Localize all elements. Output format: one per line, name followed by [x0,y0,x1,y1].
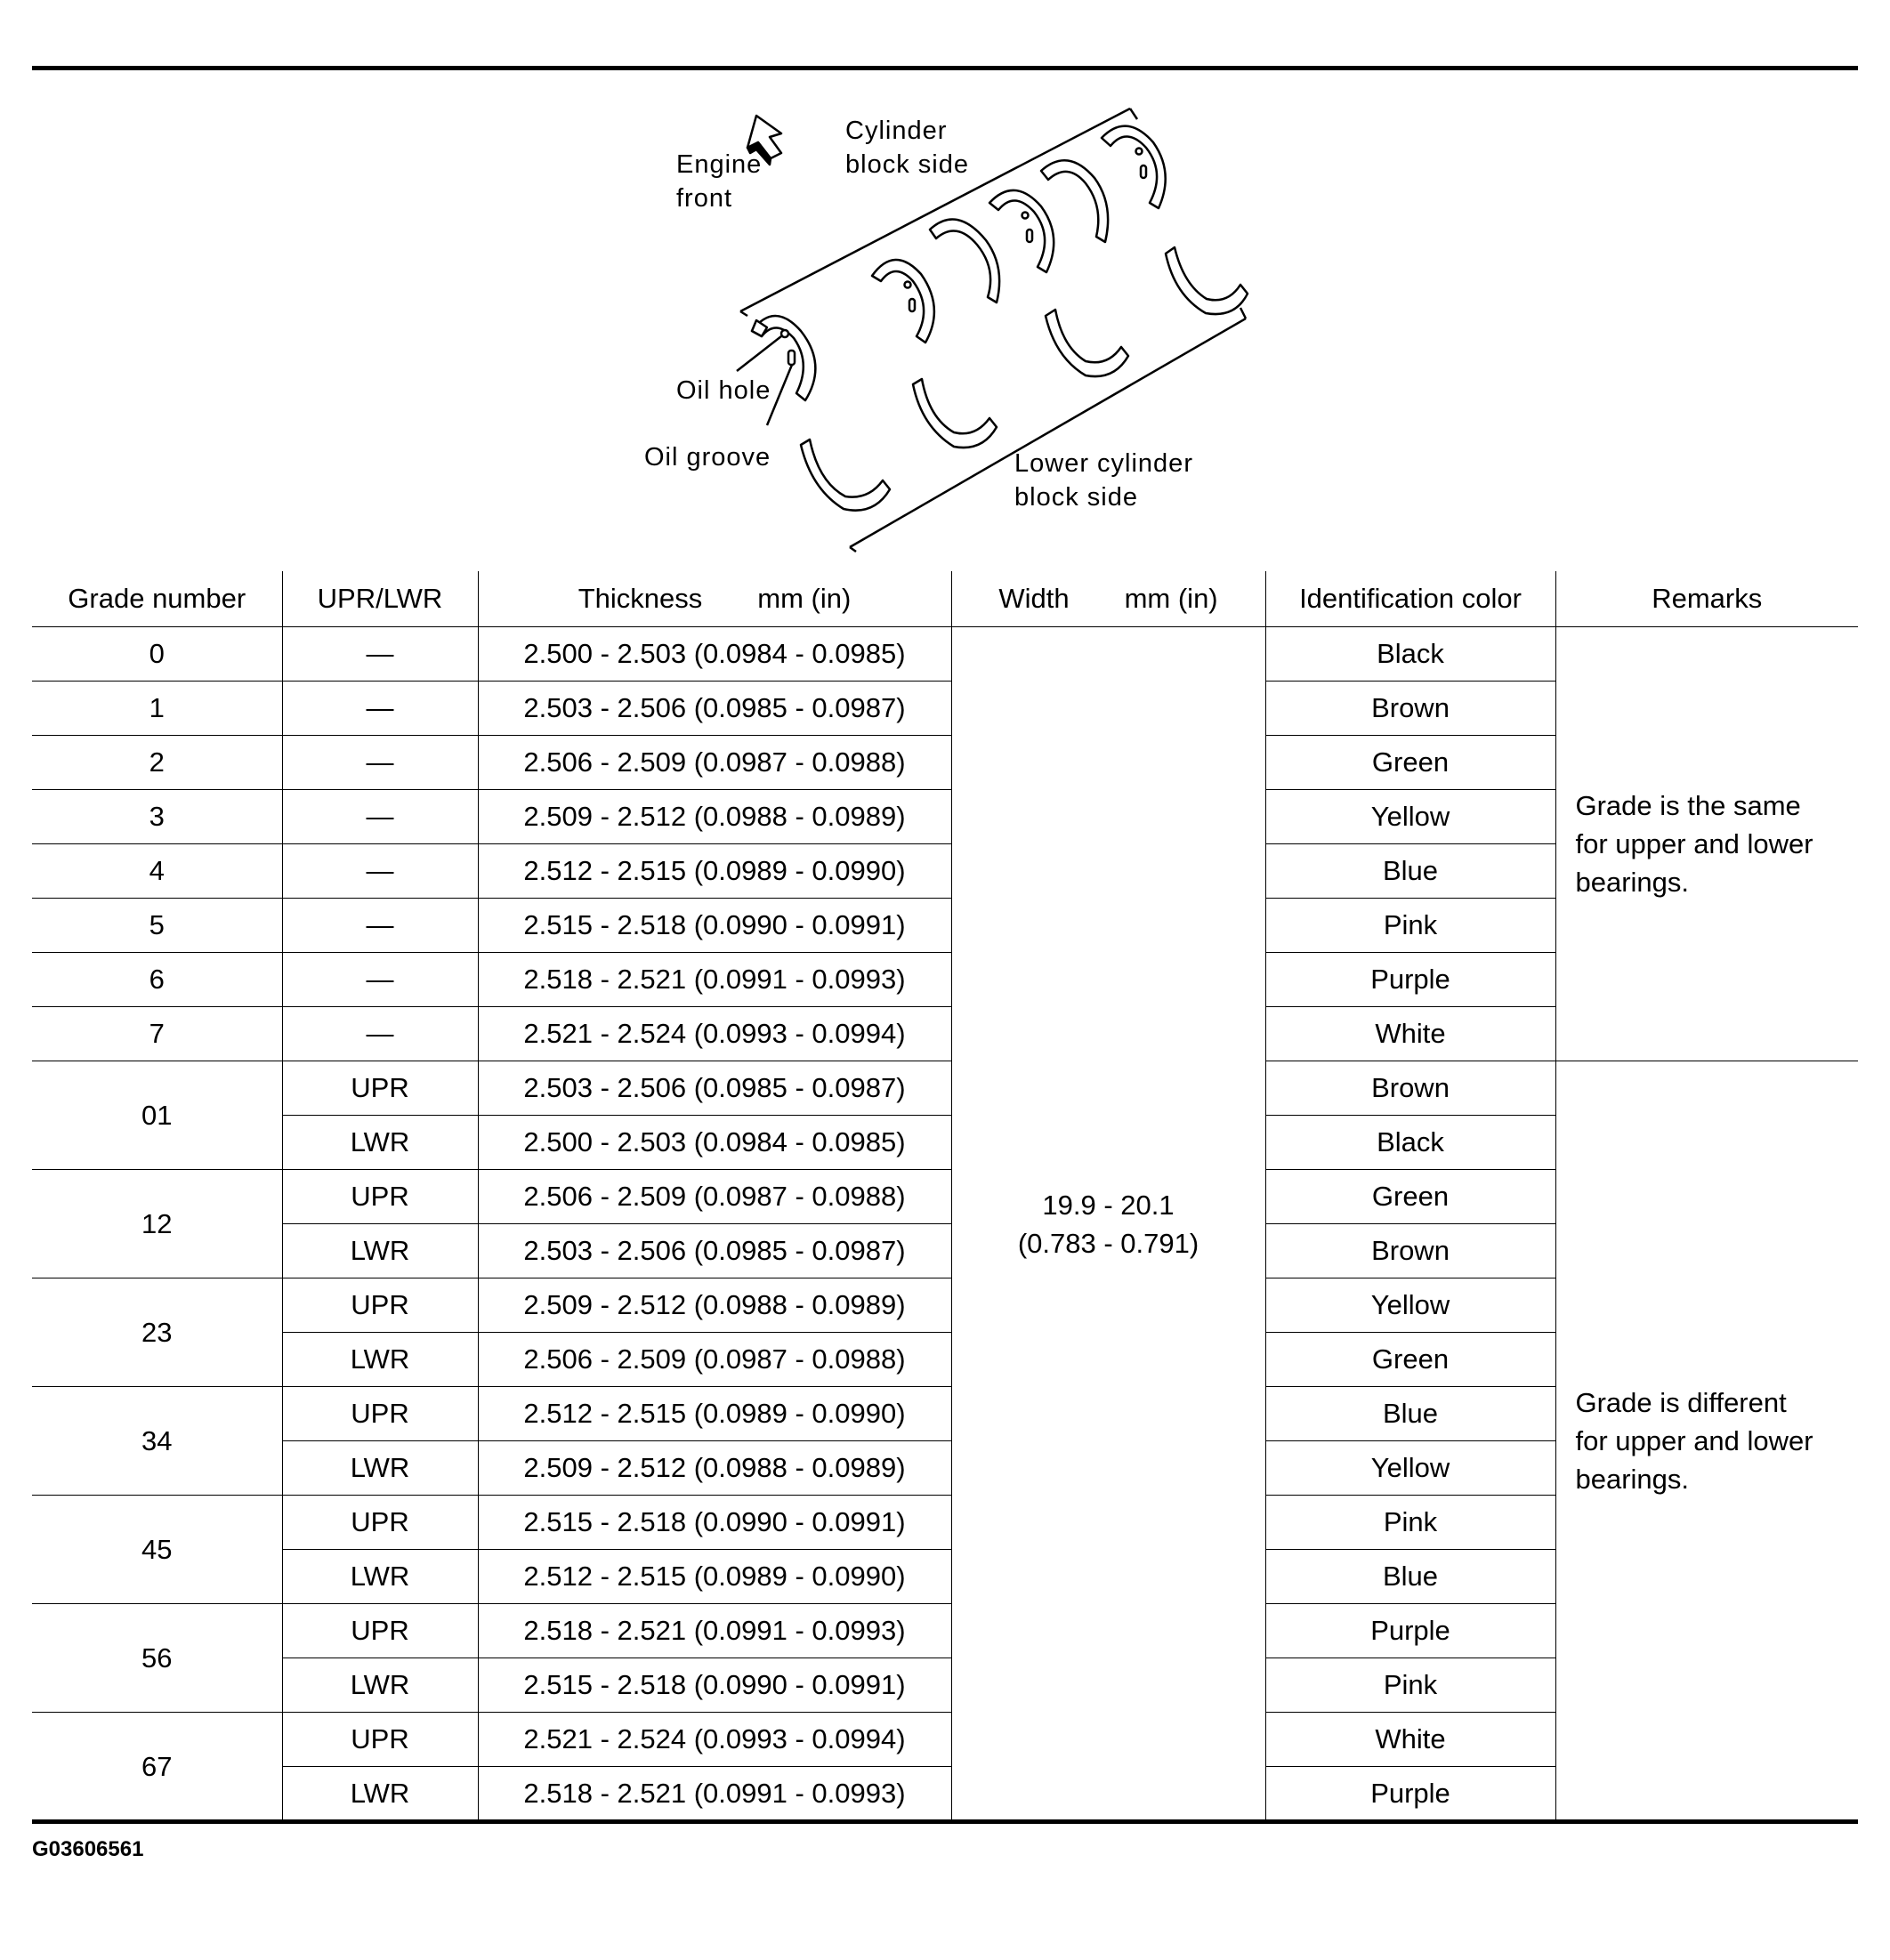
identification-color-cell: Green [1265,736,1555,790]
upr-lwr-cell: LWR [282,1224,478,1278]
bearing-diagram [623,98,1281,561]
grade-number-cell: 23 [32,1278,282,1387]
grade-number-cell: 3 [32,790,282,844]
identification-color-cell: Blue [1265,1550,1555,1604]
engine-front-label: Engine front [676,150,763,213]
table-row [32,627,1858,682]
cylinder-block-side-label: Cylinder block side [845,117,969,179]
upr-lwr-cell: UPR [282,1604,478,1658]
lower-cylinder-block-side-label: Lower cylinder block side [1014,449,1193,512]
width-cell [951,627,1265,1821]
identification-color-cell: Blue [1265,1387,1555,1441]
upper-bearing-shell-4 [989,190,1054,272]
identification-color-cell: Green [1265,1170,1555,1224]
upr-lwr-cell: LWR [282,1550,478,1604]
oil-groove-label: Oil groove [644,443,771,472]
thickness-cell: 2.521 - 2.524 (0.0993 - 0.0994) [478,1713,951,1767]
identification-color-cell: Pink [1265,1496,1555,1550]
thickness-cell: 2.500 - 2.503 (0.0984 - 0.0985) [478,1116,951,1170]
thickness-cell: 2.515 - 2.518 (0.0990 - 0.0991) [478,1496,951,1550]
grade-number-cell: 56 [32,1604,282,1713]
header-grade-number: Grade number [32,571,282,627]
text-line: Grade is the same [1575,790,1801,821]
identification-color-cell: Yellow [1265,790,1555,844]
upr-lwr-cell: — [282,899,478,953]
thickness-cell: 2.512 - 2.515 (0.0989 - 0.0990) [478,1550,951,1604]
thickness-cell: 2.503 - 2.506 (0.0985 - 0.0987) [478,1061,951,1116]
upr-lwr-cell: UPR [282,1713,478,1767]
header-row [32,571,1858,627]
identification-color-cell: Green [1265,1333,1555,1387]
thickness-cell: 2.506 - 2.509 (0.0987 - 0.0988) [478,736,951,790]
identification-color-cell: Pink [1265,899,1555,953]
header-width: Width mm (in) [951,571,1265,627]
grade-number-cell: 4 [32,844,282,899]
upr-lwr-cell: — [282,627,478,682]
lower-bearing-shell-4 [1166,247,1248,314]
upr-lwr-cell: LWR [282,1333,478,1387]
thickness-cell: 2.515 - 2.518 (0.0990 - 0.0991) [478,1658,951,1713]
thickness-cell: 2.512 - 2.515 (0.0989 - 0.0990) [478,1387,951,1441]
grade-number-cell: 01 [32,1061,282,1170]
oil-hole-label: Oil hole [676,376,771,405]
table-row [32,1061,1858,1116]
thickness-cell: 2.503 - 2.506 (0.0985 - 0.0987) [478,1224,951,1278]
upper-bearing-shell-2 [872,260,934,343]
grade-number-cell: 2 [32,736,282,790]
upr-lwr-cell: — [282,682,478,736]
identification-color-cell: Purple [1265,1767,1555,1821]
identification-color-cell: Brown [1265,1224,1555,1278]
thickness-cell: 2.521 - 2.524 (0.0993 - 0.0994) [478,1007,951,1061]
upr-lwr-cell: UPR [282,1170,478,1224]
upr-lwr-cell: UPR [282,1496,478,1550]
upr-lwr-cell: — [282,844,478,899]
oil-groove-icon [788,351,795,365]
thickness-cell: 2.506 - 2.509 (0.0987 - 0.0988) [478,1333,951,1387]
remarks-different-cell [1555,1061,1858,1821]
upr-lwr-cell: UPR [282,1387,478,1441]
thickness-cell: 2.509 - 2.512 (0.0988 - 0.0989) [478,790,951,844]
grade-number-cell: 67 [32,1713,282,1821]
grade-number-cell: 0 [32,627,282,682]
upr-lwr-cell: UPR [282,1061,478,1116]
upper-bearing-shell-6 [1102,126,1166,208]
upr-lwr-cell: — [282,1007,478,1061]
thickness-cell: 2.509 - 2.512 (0.0988 - 0.0989) [478,1441,951,1496]
upr-lwr-cell: — [282,736,478,790]
upr-lwr-cell: — [282,790,478,844]
thickness-cell: 2.506 - 2.509 (0.0987 - 0.0988) [478,1170,951,1224]
upr-lwr-cell: LWR [282,1658,478,1713]
grade-number-cell: 12 [32,1170,282,1278]
grade-number-cell: 5 [32,899,282,953]
thickness-cell: 2.509 - 2.512 (0.0988 - 0.0989) [478,1278,951,1333]
grade-number-cell: 45 [32,1496,282,1604]
identification-color-cell: Yellow [1265,1278,1555,1333]
table-body [32,571,1858,1821]
identification-color-cell: Black [1265,627,1555,682]
lower-bearing-shell-2 [913,379,997,448]
identification-color-cell: Purple [1265,953,1555,1007]
remarks-same-cell [1555,627,1858,1061]
text-line: bearings. [1575,867,1690,898]
oil-hole-icon [781,330,788,337]
thickness-cell: 2.518 - 2.521 (0.0991 - 0.0993) [478,953,951,1007]
upper-bearing-shell-3 [930,219,999,302]
identification-color-cell: Pink [1265,1658,1555,1713]
identification-color-cell: White [1265,1713,1555,1767]
upr-lwr-cell: — [282,953,478,1007]
text-line: 19.9 - 20.1 [1042,1189,1175,1221]
header-remarks: Remarks [1555,571,1858,627]
header-thickness: Thickness mm (in) [478,571,951,627]
thickness-cell: 2.512 - 2.515 (0.0989 - 0.0990) [478,844,951,899]
lower-bearing-shell-1 [801,440,890,511]
upr-lwr-cell: LWR [282,1767,478,1821]
header-upr-lwr: UPR/LWR [282,571,478,627]
identification-color-cell: Yellow [1265,1441,1555,1496]
identification-color-cell: White [1265,1007,1555,1061]
bottom-rule [32,1819,1858,1824]
top-rule [32,66,1858,70]
text-line: (0.783 - 0.791) [1017,1227,1199,1259]
text-line: for upper and lower [1575,828,1813,859]
grade-number-cell: 34 [32,1387,282,1496]
figure-id: G03606561 [32,1837,144,1861]
upr-lwr-cell: LWR [282,1116,478,1170]
grade-number-cell: 7 [32,1007,282,1061]
lower-bearing-shell-3 [1046,310,1128,376]
text-line: bearings. [1575,1464,1690,1495]
identification-color-cell: Purple [1265,1604,1555,1658]
upr-lwr-cell: LWR [282,1441,478,1496]
thickness-cell: 2.518 - 2.521 (0.0991 - 0.0993) [478,1767,951,1821]
thickness-cell: 2.503 - 2.506 (0.0985 - 0.0987) [478,682,951,736]
identification-color-cell: Brown [1265,1061,1555,1116]
identification-color-cell: Brown [1265,682,1555,736]
grade-number-cell: 6 [32,953,282,1007]
header-identification-color: Identification color [1265,571,1555,627]
grade-number-cell: 1 [32,682,282,736]
bearing-grade-table [32,571,1858,1821]
text-line: Grade is different [1575,1387,1787,1418]
text-line: for upper and lower [1575,1425,1813,1456]
identification-color-cell: Black [1265,1116,1555,1170]
thickness-cell: 2.500 - 2.503 (0.0984 - 0.0985) [478,627,951,682]
identification-color-cell: Blue [1265,844,1555,899]
thickness-cell: 2.515 - 2.518 (0.0990 - 0.0991) [478,899,951,953]
thickness-cell: 2.518 - 2.521 (0.0991 - 0.0993) [478,1604,951,1658]
upr-lwr-cell: UPR [282,1278,478,1333]
